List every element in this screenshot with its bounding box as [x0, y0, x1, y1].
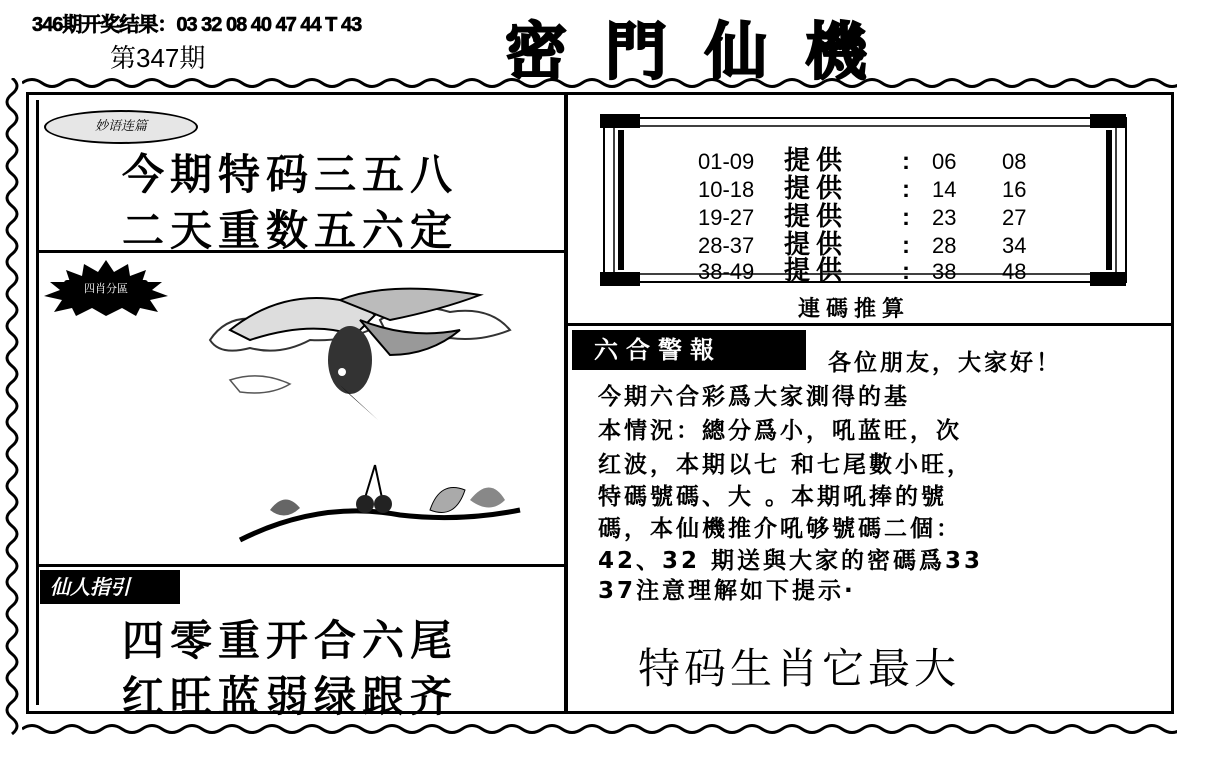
number-1: 28 — [932, 233, 957, 258]
number-1: 23 — [932, 205, 957, 230]
paragraph-line: 37注意理解如下提示· — [598, 578, 856, 604]
highlight-hint: 特码生肖它最大 — [638, 644, 961, 693]
table-caption: 連碼推算 — [798, 296, 911, 322]
range: 38-49 — [698, 259, 755, 284]
center-divider — [564, 92, 568, 714]
colon: : — [902, 204, 910, 231]
alert-label: 六合警報 — [572, 330, 806, 370]
burst-label: 四肖分區 — [64, 280, 148, 298]
left-bottom-line-2: 红旺蓝弱绿跟齐 — [122, 672, 459, 721]
number-2: 08 — [1002, 149, 1027, 174]
bird-painting — [190, 260, 560, 560]
colon: : — [902, 232, 910, 259]
left-top-line-2: 二天重数五六定 — [122, 206, 459, 255]
range: 10-18 — [698, 177, 755, 202]
number-1: 06 — [932, 149, 957, 174]
issue-number: 第347期 — [110, 43, 206, 73]
paragraph-line: 今期六合彩爲大家測得的基 — [598, 384, 910, 410]
colon: : — [902, 148, 910, 175]
colon: : — [902, 258, 910, 285]
table-row — [698, 250, 1052, 287]
paragraph-line: 本情況：總分爲小，吼蓝旺，次 — [598, 418, 962, 444]
badge-oval: 妙语连篇 — [44, 110, 198, 144]
provide-label: 提供 — [784, 146, 849, 176]
paragraph-line: 42、32 期送與大家的密碼爲33 — [598, 548, 984, 574]
left-bottom-line-1: 四零重开合六尾 — [122, 616, 459, 665]
right-divider — [568, 323, 1172, 326]
paragraph-line: 特碼號碼、大 。本期吼捧的號 — [598, 484, 948, 510]
guide-label: 仙人指引 — [40, 570, 180, 604]
number-1: 38 — [932, 259, 957, 284]
page-title: 密門仙機 — [505, 15, 906, 88]
left-wavy-border — [0, 78, 26, 738]
left-top-line-1: 今期特码三五八 — [122, 150, 459, 199]
number-2: 48 — [1002, 259, 1027, 284]
range: 01-09 — [698, 149, 755, 174]
bottom-wavy-border — [22, 722, 1177, 736]
paragraph-line: 红波，本期以七 和七尾數小旺， — [598, 452, 974, 478]
number-1: 14 — [932, 177, 957, 202]
provide-label: 提供 — [784, 174, 849, 204]
previous-result: 346期开奖结果：03 32 08 40 47 44 T 43 — [32, 14, 362, 36]
range: 19-27 — [698, 205, 755, 230]
number-2: 34 — [1002, 233, 1027, 258]
colon: : — [902, 176, 910, 203]
number-2: 16 — [1002, 177, 1027, 202]
greeting: 各位朋友，大家好！ — [828, 350, 1062, 376]
range: 28-37 — [698, 233, 755, 258]
number-2: 27 — [1002, 205, 1027, 230]
paragraph-line: 碼，本仙機推介吼够號碼二個： — [598, 516, 962, 542]
left-divider-bottom — [36, 564, 564, 567]
provide-label: 提供 — [784, 202, 849, 232]
provide-label: 提供 — [784, 230, 849, 260]
provide-label: 提供 — [784, 256, 849, 286]
top-wavy-border — [22, 76, 1177, 90]
